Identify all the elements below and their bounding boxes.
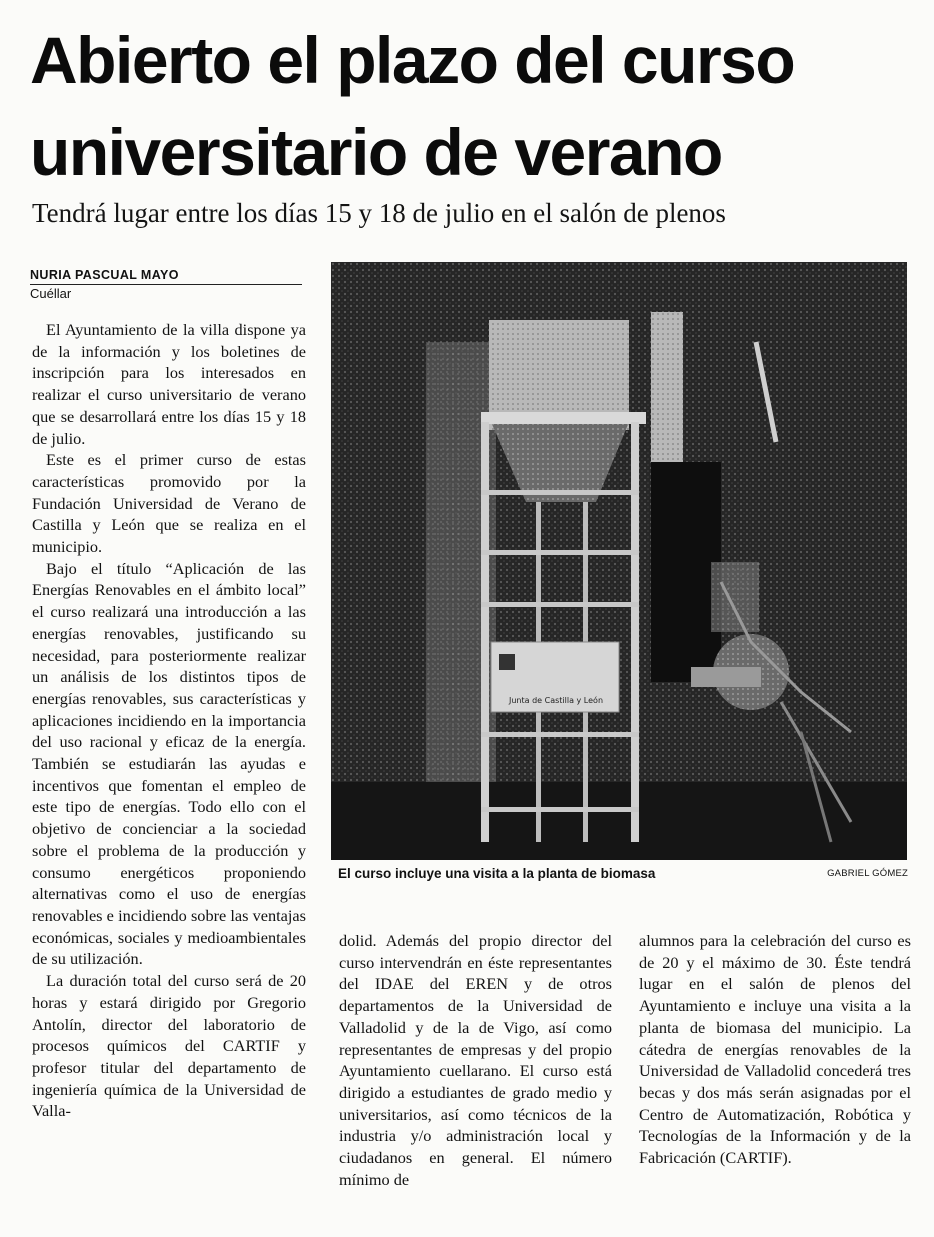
article-column-1 [32,319,306,1122]
paragraph-1: El Ayuntamiento de la villa dispone ya de la información y los boletines de inscripción para los interesados en realizar el curso universitario de verano que se desarrollará entre los días 15 y 18 de julio. [32,320,306,448]
dateline: Cuéllar [30,286,72,301]
paragraph-4: La duración total del curso será de 20 horas y estará dirigido por Gregorio Antolín, director del laboratorio de procesos químicos del CARTIF y profesor titular del departamento de ingeniería química de la Universidad de Valla- [32,971,306,1121]
headline [30,14,910,198]
byline: NURIA PASCUAL MAYO [30,268,302,285]
paragraph-3: Bajo el título “Aplicación de las Energías Renovables en el ámbito local” el curso realizará una introducción a las energías renovables, justificando su necesidad, para posteriormente realizar un análisis de los distintos tipos de energías renovables, sus características y aplicaciones incidiendo en la importancia del uso racional y eficaz de la energía. También se estudiarán las ayudas e incentivos que fomentan el empleo de este tipo de energías. Todo ello con el objetivo de concienciar a la sociedad sobre el problema de la producción y consumo energéticos proponiendo alternativas como el uso de energías renovables e incidiendo sobre las ventajas económicas, sociales y medioambientales de su utilización. [32,558,306,969]
photo-illustration [331,262,907,860]
headline-line-1: Abierto el plazo del curso [30,23,795,97]
paragraph-2: Este es el primer curso de estas características promovido por la Fundación Universidad de Verano de Castilla y León que se realiza en el municipio. [32,450,306,557]
photo-caption: El curso incluye una visita a la planta de biomasa [338,866,656,881]
paragraph-4-end-and-5: alumnos para la celebración del curso es de 20 y el máximo de 30. Éste tendrá lugar en el salón de plenos del Ayuntamiento e incluye una visita a la planta de biomasa del municipio. La cátedra de energías renovables de la Universidad de Valladolid concederá tres becas y dos más serán asignadas por el Centro de Automatización, Robótica y Tecnologías de la Información y de la Fabricación (CARTIF). [639,931,911,1168]
photo-credit: GABRIEL GÓMEZ [827,868,908,879]
paragraph-4-continued: dolid. Además del propio director del curso intervendrán en éste representantes del IDAE del EREN y de otros departamentos de la Universidad de Valladolid y de la de Vigo, así como representantes de empresas y del propio Ayuntamiento cuellarano. El curso está dirigido a estudiantes de grado medio y universitarios, así como técnicos de la industria y/o administración local y ciudadanos en general. El número mínimo de [339,931,612,1189]
headline-line-2: universitario de verano [30,115,722,189]
photo-sign-text: Junta de Castilla y León [509,696,604,705]
article-column-2 [339,930,612,1190]
subheadline: Tendrá lugar entre los días 15 y 18 de julio en el salón de plenos [32,198,726,228]
article-column-3 [639,930,911,1169]
biomass-plant-photo [331,262,907,860]
